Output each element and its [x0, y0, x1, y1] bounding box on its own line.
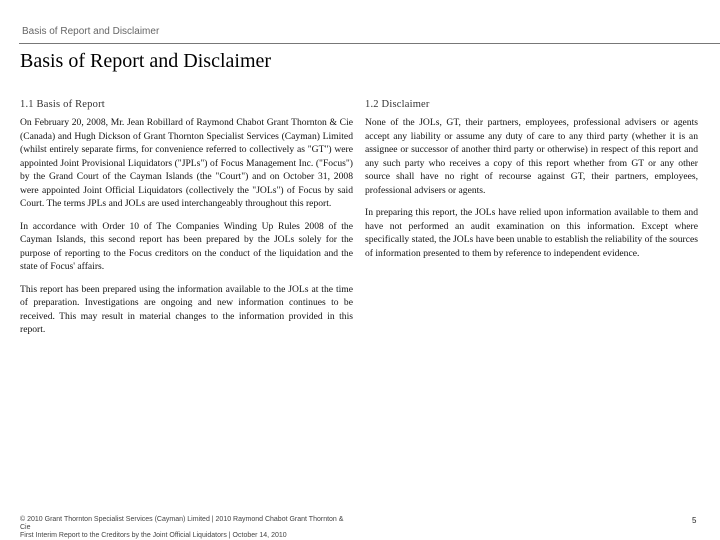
page-title: Basis of Report and Disclaimer [20, 50, 272, 72]
header-divider [19, 43, 720, 44]
section-heading: 1.1 Basis of Report [20, 99, 105, 110]
paragraph: This report has been prepared using the information available to the JOLs at the time of preparation. Investigations are ongoing and new information continues to be received. This may result in material changes to the information provided in this report. [20, 283, 353, 335]
paragraph: None of the JOLs, GT, their partners, employees, professional advisers or agents accept any liability or assume any duty of care to any third party (whether it is an assignee or successor of another third party or otherwise) in respect of this report and any such party who receives a copy of this report whether from GT or any other source shall have no right of recourse against GT, their partners, employees, professional advisers or agents. [365, 117, 698, 196]
footer-copyright: © 2010 Grant Thornton Specialist Services (Cayman) Limited | 2010 Raymond Chabot Grant Thornton & Cie [20, 516, 344, 531]
running-header: Basis of Report and Disclaimer [22, 26, 160, 37]
page-number: 5 [692, 516, 697, 525]
paragraph: In preparing this report, the JOLs have relied upon information available to them and have not performed an audit examination on this information. Except where specifically stated, the JOLs have been unable to establish the reliability of the sources of information presented to them by reference to independent evidence. [365, 207, 698, 259]
section-disclaimer [365, 99, 698, 269]
paragraph: On February 20, 2008, Mr. Jean Robillard of Raymond Chabot Grant Thornton & Cie (Canada) and Hugh Dickson of Grant Thornton Specialist Services (Cayman) Limited (whilst entirely separate firms, for convenience referred to collectively as "GT") were appointed Joint Provisional Liquidators ("JPLs") of Focus Management Inc. ("Focus") by the Grand Court of the Cayman Islands (the "Court") and on October 31, 2008 were appointed Joint Official Liquidators (collectively the "JOLs") of Focus by said Court. The terms JPLs and JOLs are used interchangeably throughout this report. [20, 117, 353, 209]
section-basis-of-report [20, 99, 353, 346]
section-heading: 1.2 Disclaimer [365, 99, 430, 110]
paragraph: In accordance with Order 10 of The Companies Winding Up Rules 2008 of the Cayman Islands, this second report has been prepared by the JOLs solely for the purpose of reporting to the Focus creditors on the conduct of the liquidation and the state of Focus' affairs. [20, 220, 353, 272]
footer-report-line: First Interim Report to the Creditors by the Joint Official Liquidators | October 14, 2010 [20, 532, 287, 539]
footer [20, 516, 350, 540]
